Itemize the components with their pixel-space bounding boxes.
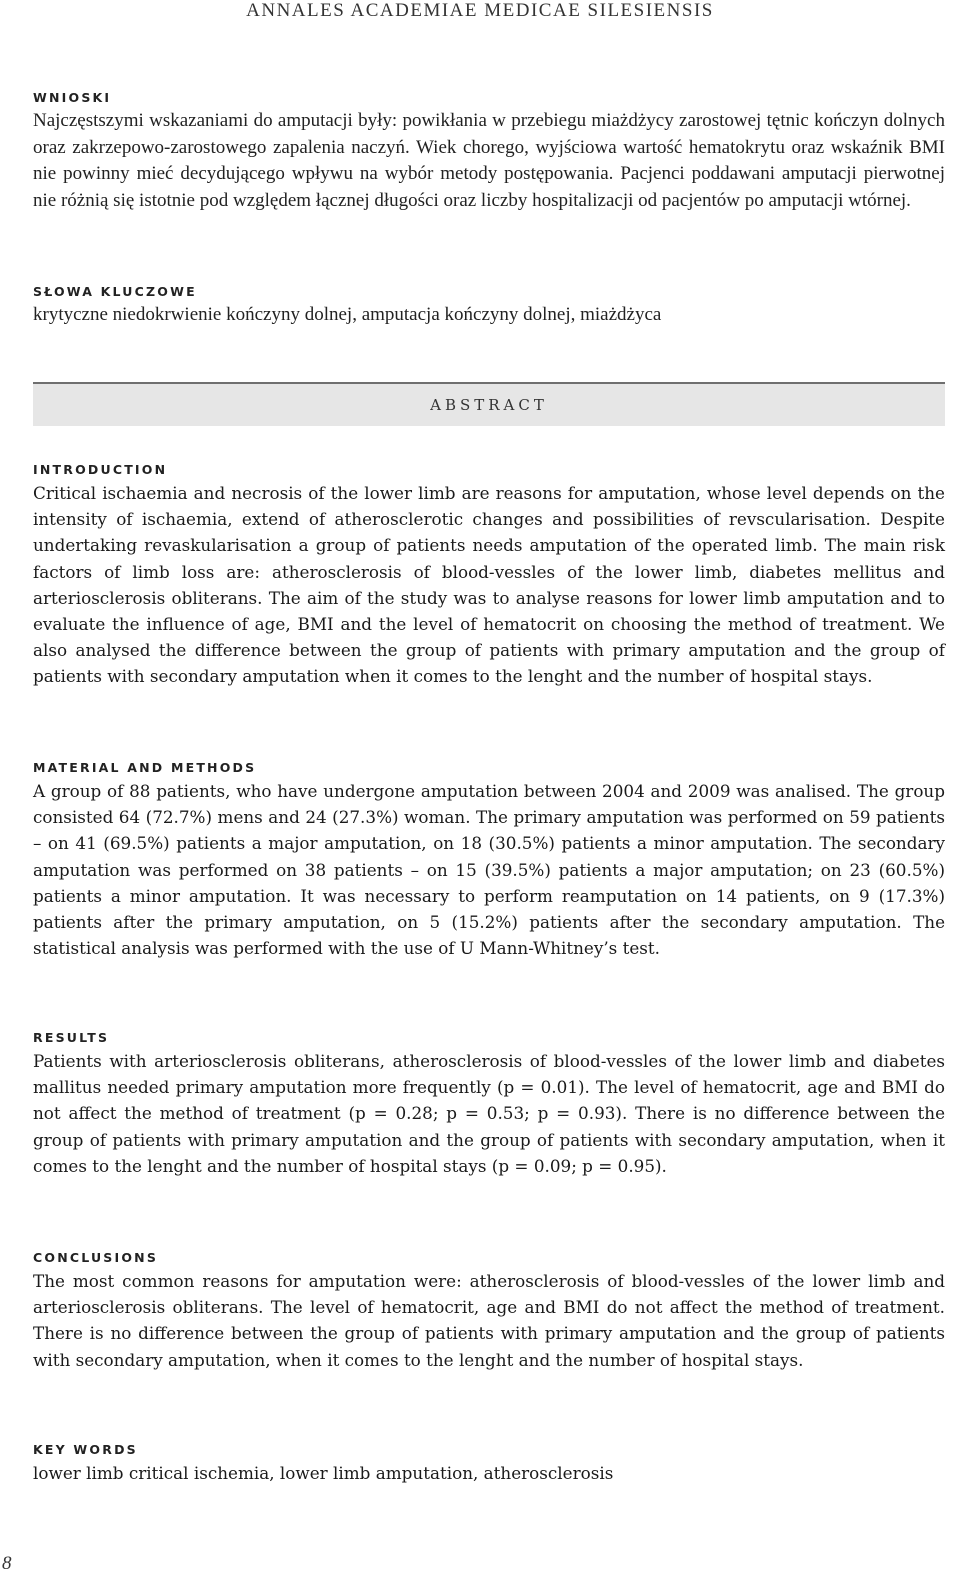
slowa-kluczowe-section — [33, 284, 945, 329]
wnioski-section — [33, 90, 945, 214]
results-heading: RESULTS — [33, 1030, 110, 1045]
material-methods-heading: MATERIAL AND METHODS — [33, 760, 257, 775]
key-words-heading: KEY WORDS — [33, 1442, 138, 1457]
wnioski-heading: WNIOSKI — [33, 90, 112, 105]
key-words-section — [33, 1442, 945, 1486]
conclusions-section — [33, 1250, 945, 1373]
key-words-text: lower limb critical ischemia, lower limb amputation, atherosclerosis — [33, 1463, 614, 1483]
introduction-text: Critical ischaemia and necrosis of the lower limb are reasons for amputation, whose level depends on the intensity of ischaemia, extend of atherosclerotic changes and possibilities of revscularisation. Despite undertaking revaskularisation a group of patients needs amputation of the operated limb. The main risk factors of limb loss are: atherosclerosis of blood-vessles of the lower limb, diabetes mellitus and arteriosclerosis obliterans. The aim of the study was to analyse reasons for lower limb amputation and to evaluate the influence of age, BMI and the level of hematocrit on choosing the method of treatment. We also analysed the difference between the group of patients with primary amputation and the group of patients with secondary amputation when it comes to the lenght and the number of hospital stays. — [33, 483, 945, 687]
wnioski-text: Najczęstszymi wskazaniami do amputacji były: powikłania w przebiegu miażdżycy zarostowej tętnic kończyn dolnych oraz zakrzepowo-zarostowego zapalenia naczyń. Wiek chorego, wyjściowa wartość hematokrytu oraz wskaźnik BMI nie powinny mieć decydującego wpływu na wybór metody postępowania. Pacjenci poddawani amputacji pierwotnej nie różnią się istotnie pod względem łącznej długości oraz liczby hospitalizacji od pacjentów po amputacji wtórnej. — [33, 110, 945, 211]
slowa-kluczowe-heading: SŁOWA KLUCZOWE — [33, 284, 197, 299]
material-methods-section — [33, 760, 945, 961]
results-section — [33, 1030, 945, 1179]
introduction-heading: INTRODUCTION — [33, 462, 168, 477]
results-text: Patients with arteriosclerosis obliterans, atherosclerosis of blood-vessles of the lower limb and diabetes mallitus needed primary amputation more frequently (p = 0.01). The level of hematocrit, age and BMI do not affect the method of treatment (p = 0.28; p = 0.53; p = 0.93). There is no difference between the group of patients with primary amputation and the group of patients with secondary amputation, when it comes to the lenght and the number of hospital stays (p = 0.09; p = 0.95). — [33, 1051, 945, 1176]
material-methods-text: A group of 88 patients, who have undergone amputation between 2004 and 2009 was analised. The group consisted 64 (72.7%) mens and 24 (27.3%) woman. The primary amputation was performed on 59 patients – on 41 (69.5%) patients a major amputation, on 18 (30.5%) patients a minor amputation. The secondary amputation was performed on 38 patients – on 15 (39.5%) patients a major amputation; on 23 (60.5%) patients a minor amputation. It was necessary to perform reamputation on 14 patients, on 9 (17.3%) patients after the primary amputation, on 5 (15.2%) patients after the secondary amputation. The statistical analysis was performed with the use of U Mann-Whitney’s test. — [33, 781, 945, 959]
abstract-banner — [33, 382, 945, 426]
introduction-section — [33, 462, 945, 690]
conclusions-heading: CONCLUSIONS — [33, 1250, 159, 1265]
page-number: 8 — [2, 1553, 12, 1574]
conclusions-text: The most common reasons for amputation were: atherosclerosis of blood-vessles of the lower limb and arteriosclerosis obliterans. The level of hematocrit, age and BMI do not affect the method of treatment. There is no difference between the group of patients with primary amputation and the group of patients with secondary amputation, when it comes to the lenght and the number of hospital stays. — [33, 1271, 945, 1370]
slowa-kluczowe-text: krytyczne niedokrwienie kończyny dolnej, amputacja kończyny dolnej, miażdżyca — [33, 304, 662, 325]
running-head: ANNALES ACADEMIAE MEDICAE SILESIENSIS — [246, 0, 714, 21]
abstract-title: ABSTRACT — [430, 396, 548, 414]
